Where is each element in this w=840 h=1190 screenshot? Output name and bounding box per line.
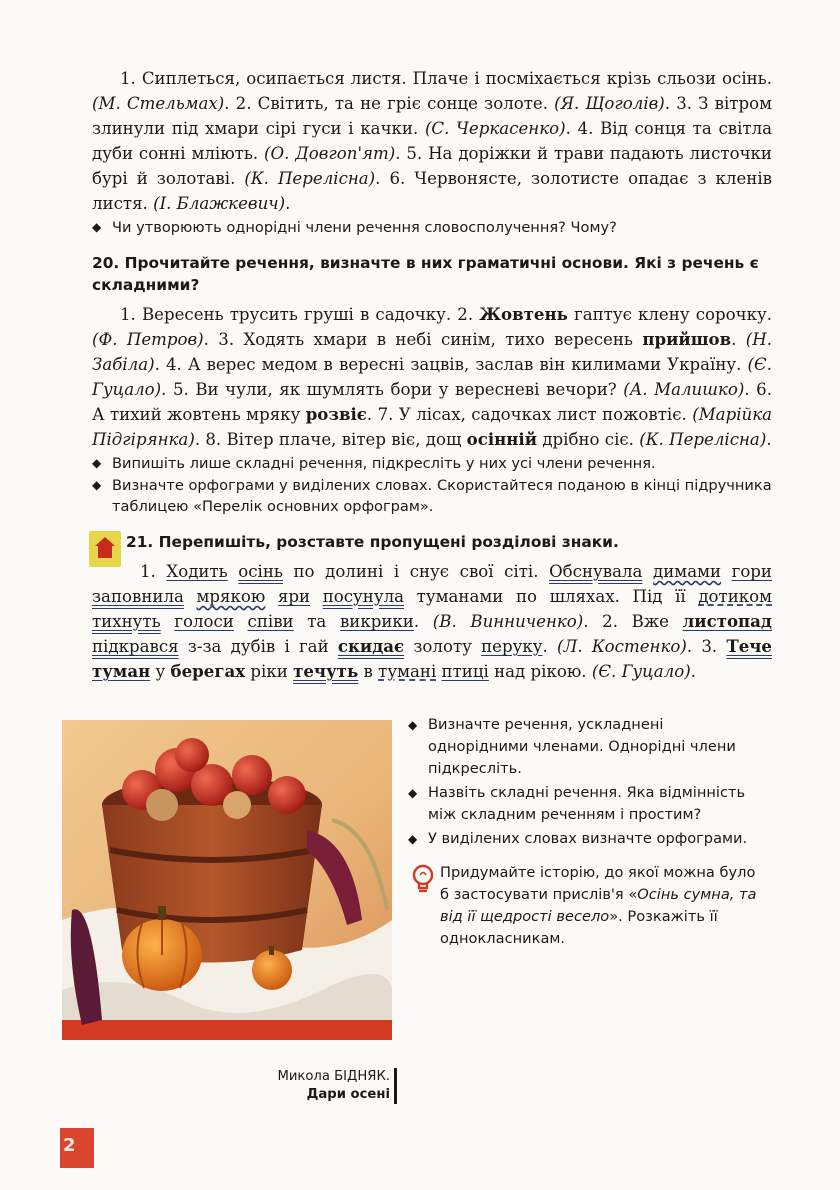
- lower-section: [62, 716, 772, 1150]
- exercise-20-text: 1. Вересень трусить груші в садочку. 2. Жовтень гаптує клену сорочку. (Ф. Петров). 3. Ходять хмари в небі синім, тихо вересень прийшов. (Н. Забіла). 4. А верес медом в вересні зацвів, заслав він килимами Україну. (Є. Гуцало). 5. Ви чули, як шумлять бори у вересневі вечори? (А. Малишко). 6. А тихий жовтень мряку розвіє. 7. У лісах, садочках лист пожовтіє. (Марійка Підгірянка). 8. Вітер плаче, вітер віє, дощ осінній дрібно сіє. (К. Перелісна).: [92, 304, 772, 449]
- exercise-21-question-2: ◆ Назвіть складні речення. Яка відмінність між складним реченням і простим?: [408, 782, 764, 826]
- exercise-20-question-1: ◆ Випишіть лише складні речення, підкресліть у них усі члени речення.: [92, 453, 772, 474]
- exercise-19-text: 1. Сиплеться, осипається листя. Плаче і посміхається крізь сльози осінь. (М. Стельмах). 2. Світить, та не гріє сонце золоте. (Я. Щоголів). 3. З вітром злинули під хмари сірі гуси і качки. (С. Черкасенко). 4. Від сонця та світла дуби сонні мліють. (О. Довгоп'ят). 5. На доріжки й трави падають листочки бурі й золотаві. (К. Перелісна). 6. Червонясте, золотисте опадає з кленів листя. (І. Блажкевич).: [92, 69, 773, 213]
- exercise-21-questions: [408, 713, 764, 950]
- exercise-21-text: 1. Ходить осінь по долині і снує свої сіті. Обснувала димами гори заповнила мрякою яри посунула туманами по шляхах. Під її дотиком тихнуть голоси співи та викрики. (В. Винниченко). 2. Вже листопад підкрався з-за дубів і гай скидає золоту перуку. (Л. Костенко). 3. Тече туман у берегах ріки течуть в тумані птиці над рікою. (Є. Гуцало).: [92, 562, 773, 681]
- harvest-painting: [62, 720, 392, 1040]
- exercise-21-title: 21. Перепишіть, розставте пропущені розділові знаки.: [126, 533, 619, 551]
- painting-caption: [258, 1068, 397, 1104]
- home-task-icon: [89, 531, 121, 567]
- exercise-20-title: 20. Прочитайте речення, визначте в них граматичні основи. Які з речень є складними?: [92, 254, 759, 294]
- exercise-21-question-3: ◆ У виділених словах визначте орфограми.: [408, 828, 764, 850]
- painting-image: [62, 720, 392, 1040]
- lightbulb-icon: [410, 864, 436, 894]
- creative-task: Придумайте історію, до якої можна було б застосувати прислів'я «Осінь сумна, та від її щедрості весело». Розкажіть її однокласникам.: [408, 862, 764, 950]
- exercise-21-question-1: ◆ Визначте речення, ускладнені однорідними членами. Однорідні члени підкресліть.: [408, 714, 764, 780]
- page-number: 2: [63, 1135, 76, 1156]
- caption-author: Микола БІДНЯК.: [277, 1069, 390, 1084]
- page-content: [92, 66, 772, 684]
- caption-title: Дари осені: [306, 1087, 390, 1102]
- exercise-21: [92, 531, 772, 684]
- exercise-19-question: ◆ Чи утворюють однорідні члени речення словосполучення? Чому?: [92, 217, 772, 238]
- exercise-20-question-2: ◆ Визначте орфограми у виділених словах. Скористайтеся поданою в кінці підручника таблицею «Перелік основних орфограм».: [92, 475, 772, 517]
